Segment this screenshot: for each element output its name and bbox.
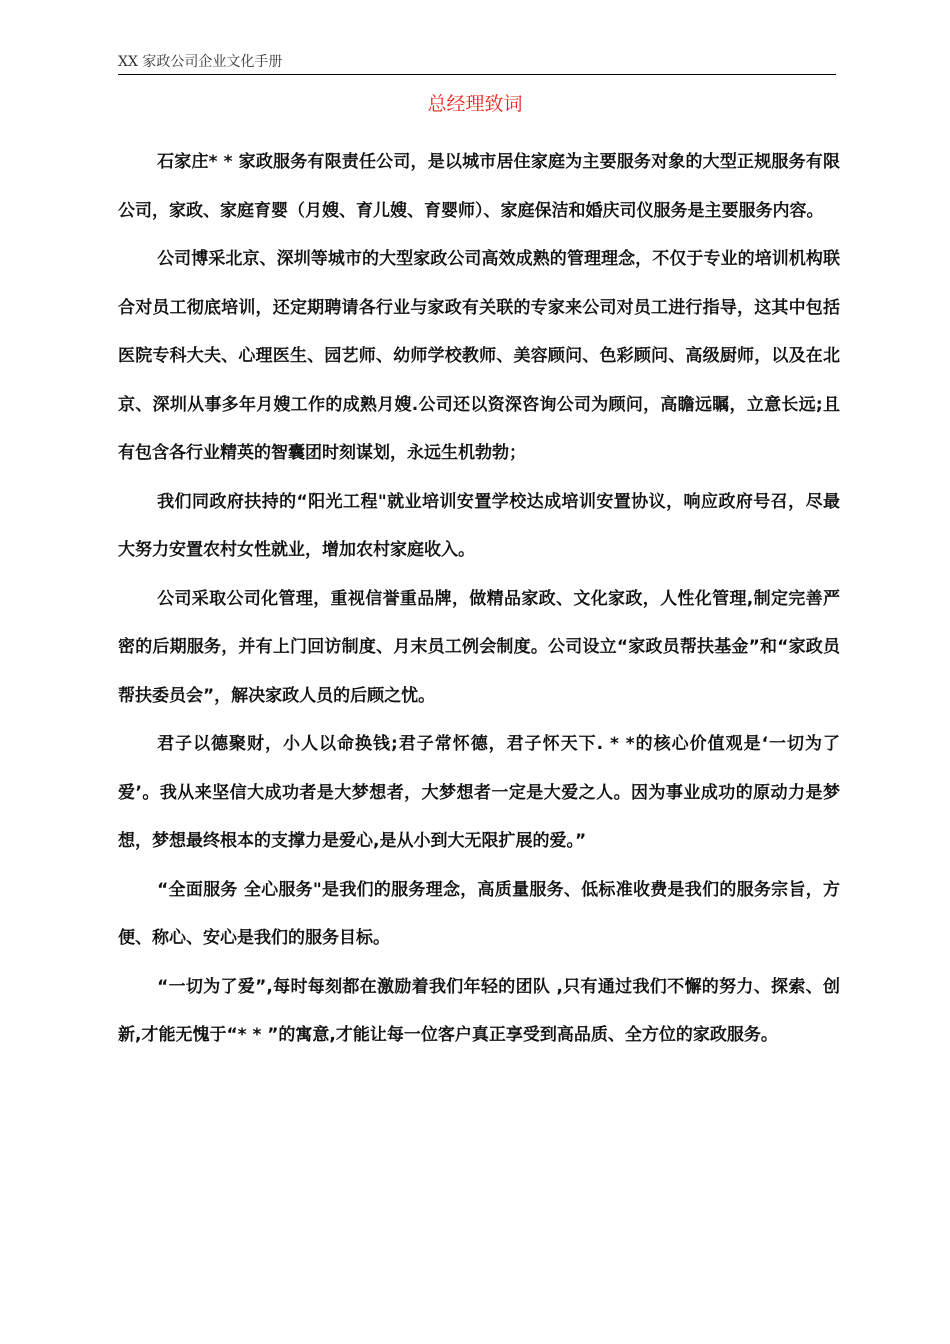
header-text: XX 家政公司企业文化手册: [118, 54, 283, 70]
paragraph: 公司博采北京、深圳等城市的大型家政公司高效成熟的管理理念，不仅于专业的培训机构联合对员工彻底培训，还定期聘请各行业与家政有关联的专家来公司对员工进行指导，这其中包括医院专科大夫、心理医生、园艺师、幼师学校教师、美容顾问、色彩顾问、高级厨师，以及在北京、深圳从事多年月嫂工作的成熟月嫂.公司还以资深咨询公司为顾问，高瞻远瞩，立意长远;且有包含各行业精英的智囊团时刻谋划，永远生机勃勃；: [118, 249, 840, 463]
paragraph: 君子以德聚财，小人以命换钱;君子常怀德，君子怀天下. * *的核心价值观是‘一切为了爱’。我从来坚信大成功者是大梦想者，大梦想者一定是大爱之人。因为事业成功的原动力是梦想，梦想最终根本的支撑力是爱心,是从小到大无限扩展的爱。”: [118, 734, 840, 851]
page-title: 总经理致词: [427, 93, 523, 115]
document-body: [118, 138, 840, 1060]
paragraph: “全面服务 全心服务"是我们的服务理念，高质量服务、低标准收费是我们的服务宗旨，方便、称心、安心是我们的服务目标。: [118, 879, 840, 948]
page-header: [118, 52, 836, 75]
paragraph: 石家庄* * 家政服务有限责任公司，是以城市居住家庭为主要服务对象的大型正规服务有限公司，家政、家庭育婴（月嫂、育儿嫂、育婴师）、家庭保洁和婚庆司仪服务是主要服务内容。: [118, 152, 840, 221]
paragraph: 公司采取公司化管理，重视信誉重品牌，做精品家政、文化家政，人性化管理,制定完善严密的后期服务，并有上门回访制度、月末员工例会制度。公司设立“家政员帮扶基金”和“家政员帮扶委员会”，解决家政人员的后顾之忧。: [118, 588, 840, 706]
paragraph: “一切为了爱”,每时每刻都在激励着我们年轻的团队 ,只有通过我们不懈的努力、探索、创新,才能无愧于“* * ”的寓意,才能让每一位客户真正享受到高品质、全方位的家政服务。: [118, 976, 840, 1045]
paragraph: 我们同政府扶持的“阳光工程"就业培训安置学校达成培训安置协议，响应政府号召，尽最大努力安置农村女性就业，增加农村家庭收入。: [118, 491, 840, 560]
